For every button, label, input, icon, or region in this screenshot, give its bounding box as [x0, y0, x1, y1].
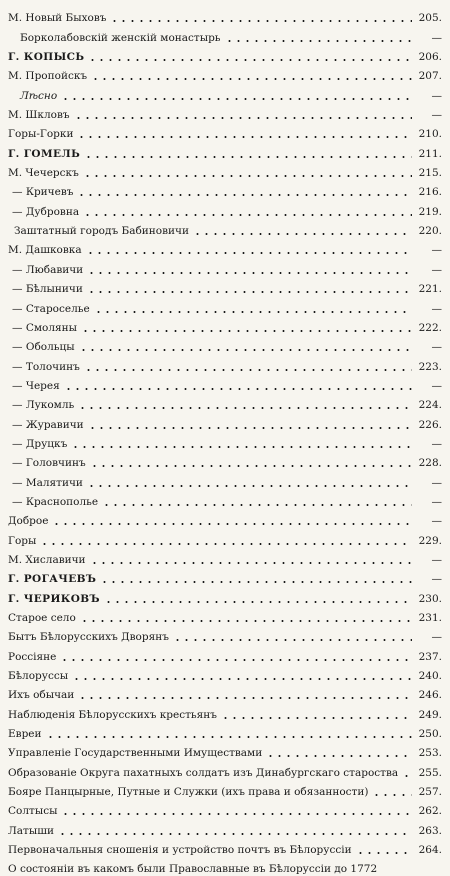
toc-entry — [0, 838, 450, 857]
dot-leader — [61, 98, 412, 100]
toc-entry-page-number: 220. — [418, 225, 442, 238]
toc-entry-title: — Друцкъ — [12, 437, 68, 450]
toc-entry-title: Бѣлоруссы — [8, 670, 69, 683]
toc-entry-page-number: 228. — [418, 457, 442, 470]
toc-entry — [0, 606, 450, 625]
toc-entry — [0, 296, 450, 315]
dot-leader — [221, 717, 412, 719]
toc-entry-title: Заштатный городъ Бабиновичи — [14, 225, 189, 238]
toc-entry — [0, 586, 450, 605]
toc-entry-page-number: 231. — [418, 612, 442, 624]
dot-leader — [77, 194, 412, 196]
toc-entry — [0, 335, 450, 354]
toc-entry — [0, 451, 450, 470]
toc-entry — [0, 83, 450, 102]
toc-entry-page-number: 224. — [418, 399, 442, 412]
toc-entry — [0, 741, 450, 760]
dot-leader — [87, 272, 412, 274]
dot-leader — [40, 543, 412, 545]
toc-entry — [0, 625, 450, 644]
toc-entry-title: Ихъ обычаи — [8, 689, 75, 702]
toc-entry — [0, 799, 450, 818]
toc-entry-title: М. Дашковка — [8, 244, 82, 257]
toc-entry-page-number: — — [431, 437, 442, 450]
dot-leader — [84, 369, 412, 371]
toc-entry-page-number: 257. — [418, 786, 442, 799]
toc-entry-title: Горы-Горки — [8, 128, 74, 141]
toc-entry — [0, 528, 450, 547]
dot-leader — [87, 485, 412, 487]
toc-entry-page-number: — — [431, 553, 442, 566]
toc-entry-title: М. Шкловъ — [8, 109, 70, 122]
toc-entry-page-number: — — [431, 379, 442, 392]
toc-entry — [0, 664, 450, 683]
toc-entry-page-number: — — [431, 263, 442, 276]
toc-entry — [0, 490, 450, 509]
toc-entry-title: Солтысы — [8, 805, 58, 818]
toc-entry-page-number: — — [431, 31, 442, 44]
dot-leader — [193, 233, 412, 235]
dot-leader — [91, 78, 412, 80]
toc-entry-title: — Кричевъ — [12, 186, 74, 199]
toc-entry-title: Евреи — [8, 728, 42, 741]
toc-entry — [0, 760, 450, 779]
toc-entry-page-number: 250. — [418, 728, 442, 741]
toc-entry-title: — Обольцы — [12, 341, 75, 354]
toc-entry — [0, 25, 450, 44]
toc-entry — [0, 277, 450, 296]
toc-entry — [0, 180, 450, 199]
dot-leader — [60, 659, 412, 661]
dot-leader — [88, 59, 412, 61]
dot-leader — [71, 446, 412, 448]
dot-leader — [372, 794, 412, 796]
toc-entry-page-number: 229. — [418, 534, 442, 547]
dot-leader — [225, 40, 412, 42]
toc-entry-title: Г. ГОМЕЛЬ — [8, 147, 81, 160]
toc-entry-page-number: — — [431, 89, 442, 102]
toc-entry-page-number: — — [431, 476, 442, 489]
toc-entry-title: Бояре Панцырные, Путные и Служки (ихъ права и обязанности) — [8, 786, 369, 799]
dot-leader — [79, 349, 412, 351]
toc-entry — [0, 238, 450, 257]
toc-entry — [0, 393, 450, 412]
toc-entry-page-number: 206. — [418, 51, 442, 64]
toc-entry — [0, 722, 450, 741]
toc-entry — [0, 412, 450, 431]
toc-entry-page-number: 205. — [418, 12, 442, 25]
toc-entry — [0, 6, 450, 25]
toc-entry-page-number: 263. — [418, 824, 442, 837]
dot-leader — [78, 697, 412, 699]
toc-entry-title: — Староселье — [12, 302, 90, 315]
toc-entry — [0, 818, 450, 837]
toc-entry — [0, 857, 450, 876]
dot-leader — [266, 755, 412, 757]
toc-entry-title: Бытъ Бѣлорусскихъ Дворянъ — [8, 631, 169, 644]
toc-entry-title: — Любавичи — [12, 263, 84, 276]
dot-leader — [87, 291, 412, 293]
toc-entry-page-number: 223. — [418, 360, 442, 373]
toc-entry-title: — Черея — [12, 379, 60, 392]
toc-entry-title: Лѣсно — [20, 89, 58, 102]
toc-entry-page-number: 253. — [418, 747, 442, 760]
dot-leader — [173, 639, 412, 641]
toc-entry-page-number: 216. — [418, 186, 442, 199]
toc-entry — [0, 199, 450, 218]
toc-entry-title: Доброе — [8, 515, 49, 528]
toc-entry-page-number: — — [431, 244, 442, 257]
toc-entry-title: М. Чечерскъ — [8, 167, 79, 180]
toc-entry — [0, 219, 450, 238]
toc-entry-page-number: 255. — [418, 766, 442, 779]
toc-entry — [0, 683, 450, 702]
toc-entry-title: Образованіе Округа пахатныхъ солдатъ изъ Динабургскаго староства — [8, 766, 399, 779]
toc-entry-page-number: 237. — [418, 650, 442, 663]
toc-entry-page-number: 222. — [418, 321, 442, 334]
dot-leader — [100, 581, 412, 583]
toc-entry-page-number: 262. — [418, 805, 442, 818]
toc-entry-title: — Бѣлыничи — [12, 283, 83, 296]
dot-leader — [90, 562, 412, 564]
dot-leader — [61, 813, 412, 815]
toc-entry — [0, 644, 450, 663]
toc-entry — [0, 161, 450, 180]
dot-leader — [83, 214, 412, 216]
toc-entry-title: Россіяне — [8, 650, 57, 663]
toc-entry-title: Латыши — [8, 824, 54, 837]
toc-entry-page-number: — — [431, 109, 442, 122]
toc-entry-title: — Малятичи — [12, 476, 83, 489]
dot-leader — [46, 736, 412, 738]
toc-entry — [0, 103, 450, 122]
toc-entry-title: М. Пропойскъ — [8, 70, 88, 83]
toc-entry-page-number: 246. — [418, 689, 442, 702]
dot-leader — [80, 620, 412, 622]
toc-entry-title: Борколабовскій женскій монастырь — [20, 31, 221, 44]
dot-leader — [64, 388, 412, 390]
toc-entry-page-number: — — [431, 631, 442, 644]
toc-entry — [0, 64, 450, 83]
toc-entry-page-number: 215. — [418, 167, 442, 180]
dot-leader — [72, 678, 412, 680]
toc-entry-title: Горы — [8, 534, 37, 547]
toc-entry-page-number: — — [431, 495, 442, 508]
toc-entry-title: О состояніи въ какомъ были Православные въ Бѣлоруссіи до 1772 — [8, 863, 378, 876]
toc-entry-title: — Головчинъ — [12, 457, 86, 470]
toc-entry-page-number: — — [431, 302, 442, 315]
toc-entry-page-number: 211. — [418, 147, 442, 160]
toc-entry-title: — Краснополье — [12, 495, 99, 508]
dot-leader — [83, 175, 412, 177]
table-of-contents — [0, 6, 450, 876]
dot-leader — [402, 775, 412, 777]
toc-entry — [0, 316, 450, 335]
toc-entry — [0, 702, 450, 721]
toc-entry-title: — Толочинъ — [12, 360, 80, 373]
toc-entry-page-number: 264. — [418, 844, 442, 857]
dot-leader — [86, 252, 412, 254]
toc-entry — [0, 354, 450, 373]
dot-leader — [78, 407, 412, 409]
toc-entry — [0, 567, 450, 586]
toc-entry-title: Наблюденія Бѣлорусскихъ крестьянъ — [8, 708, 217, 721]
toc-entry — [0, 141, 450, 160]
dot-leader — [104, 601, 412, 603]
toc-entry-page-number: 221. — [418, 283, 442, 296]
toc-entry — [0, 432, 450, 451]
toc-entry-page-number: 226. — [418, 418, 442, 431]
dot-leader — [58, 833, 412, 835]
toc-entry — [0, 374, 450, 393]
dot-leader — [94, 311, 412, 313]
dot-leader — [81, 330, 412, 332]
dot-leader — [88, 427, 412, 429]
toc-entry-page-number: 230. — [418, 592, 442, 605]
toc-entry-title: Г. КОПЫСЬ — [8, 51, 85, 64]
dot-leader — [356, 852, 412, 854]
toc-entry-title: — Дубровна — [12, 205, 80, 218]
toc-entry-page-number: 207. — [418, 70, 442, 83]
toc-entry — [0, 509, 450, 528]
toc-entry-title: Управленіе Государственными Имуществами — [8, 747, 263, 760]
dot-leader — [84, 156, 412, 158]
toc-entry-title: Г. РОГАЧЕВЪ — [8, 573, 97, 586]
toc-entry — [0, 122, 450, 141]
toc-entry-page-number: — — [431, 573, 442, 586]
toc-entry-title: — Журавичи — [12, 418, 84, 431]
toc-entry-title: М. Новый Быховъ — [8, 12, 107, 25]
toc-entry — [0, 257, 450, 276]
dot-leader — [74, 117, 412, 119]
toc-entry — [0, 470, 450, 489]
toc-entry-title: Первоначальныя сношенія и устройство почтъ въ Бѣлоруссіи — [8, 844, 352, 857]
toc-entry-page-number: 210. — [418, 128, 442, 141]
toc-entry-title: Старое село — [8, 612, 76, 624]
dot-leader — [90, 465, 412, 467]
toc-entry-page-number: 219. — [418, 205, 442, 218]
toc-entry-page-number: 249. — [418, 708, 442, 721]
toc-entry-title: М. Хиславичи — [8, 553, 86, 566]
toc-entry-page-number: — — [431, 515, 442, 528]
toc-entry-title: — Смоляны — [12, 321, 78, 334]
toc-entry-page-number: — — [431, 341, 442, 354]
toc-entry-page-number: 240. — [418, 670, 442, 683]
toc-entry — [0, 548, 450, 567]
toc-entry-title: — Лукомль — [12, 399, 75, 412]
dot-leader — [102, 504, 412, 506]
dot-leader — [110, 20, 412, 22]
toc-entry — [0, 780, 450, 799]
toc-entry-title: Г. ЧЕРИКОВЪ — [8, 592, 100, 605]
dot-leader — [52, 523, 412, 525]
dot-leader — [77, 136, 412, 138]
toc-entry — [0, 45, 450, 64]
